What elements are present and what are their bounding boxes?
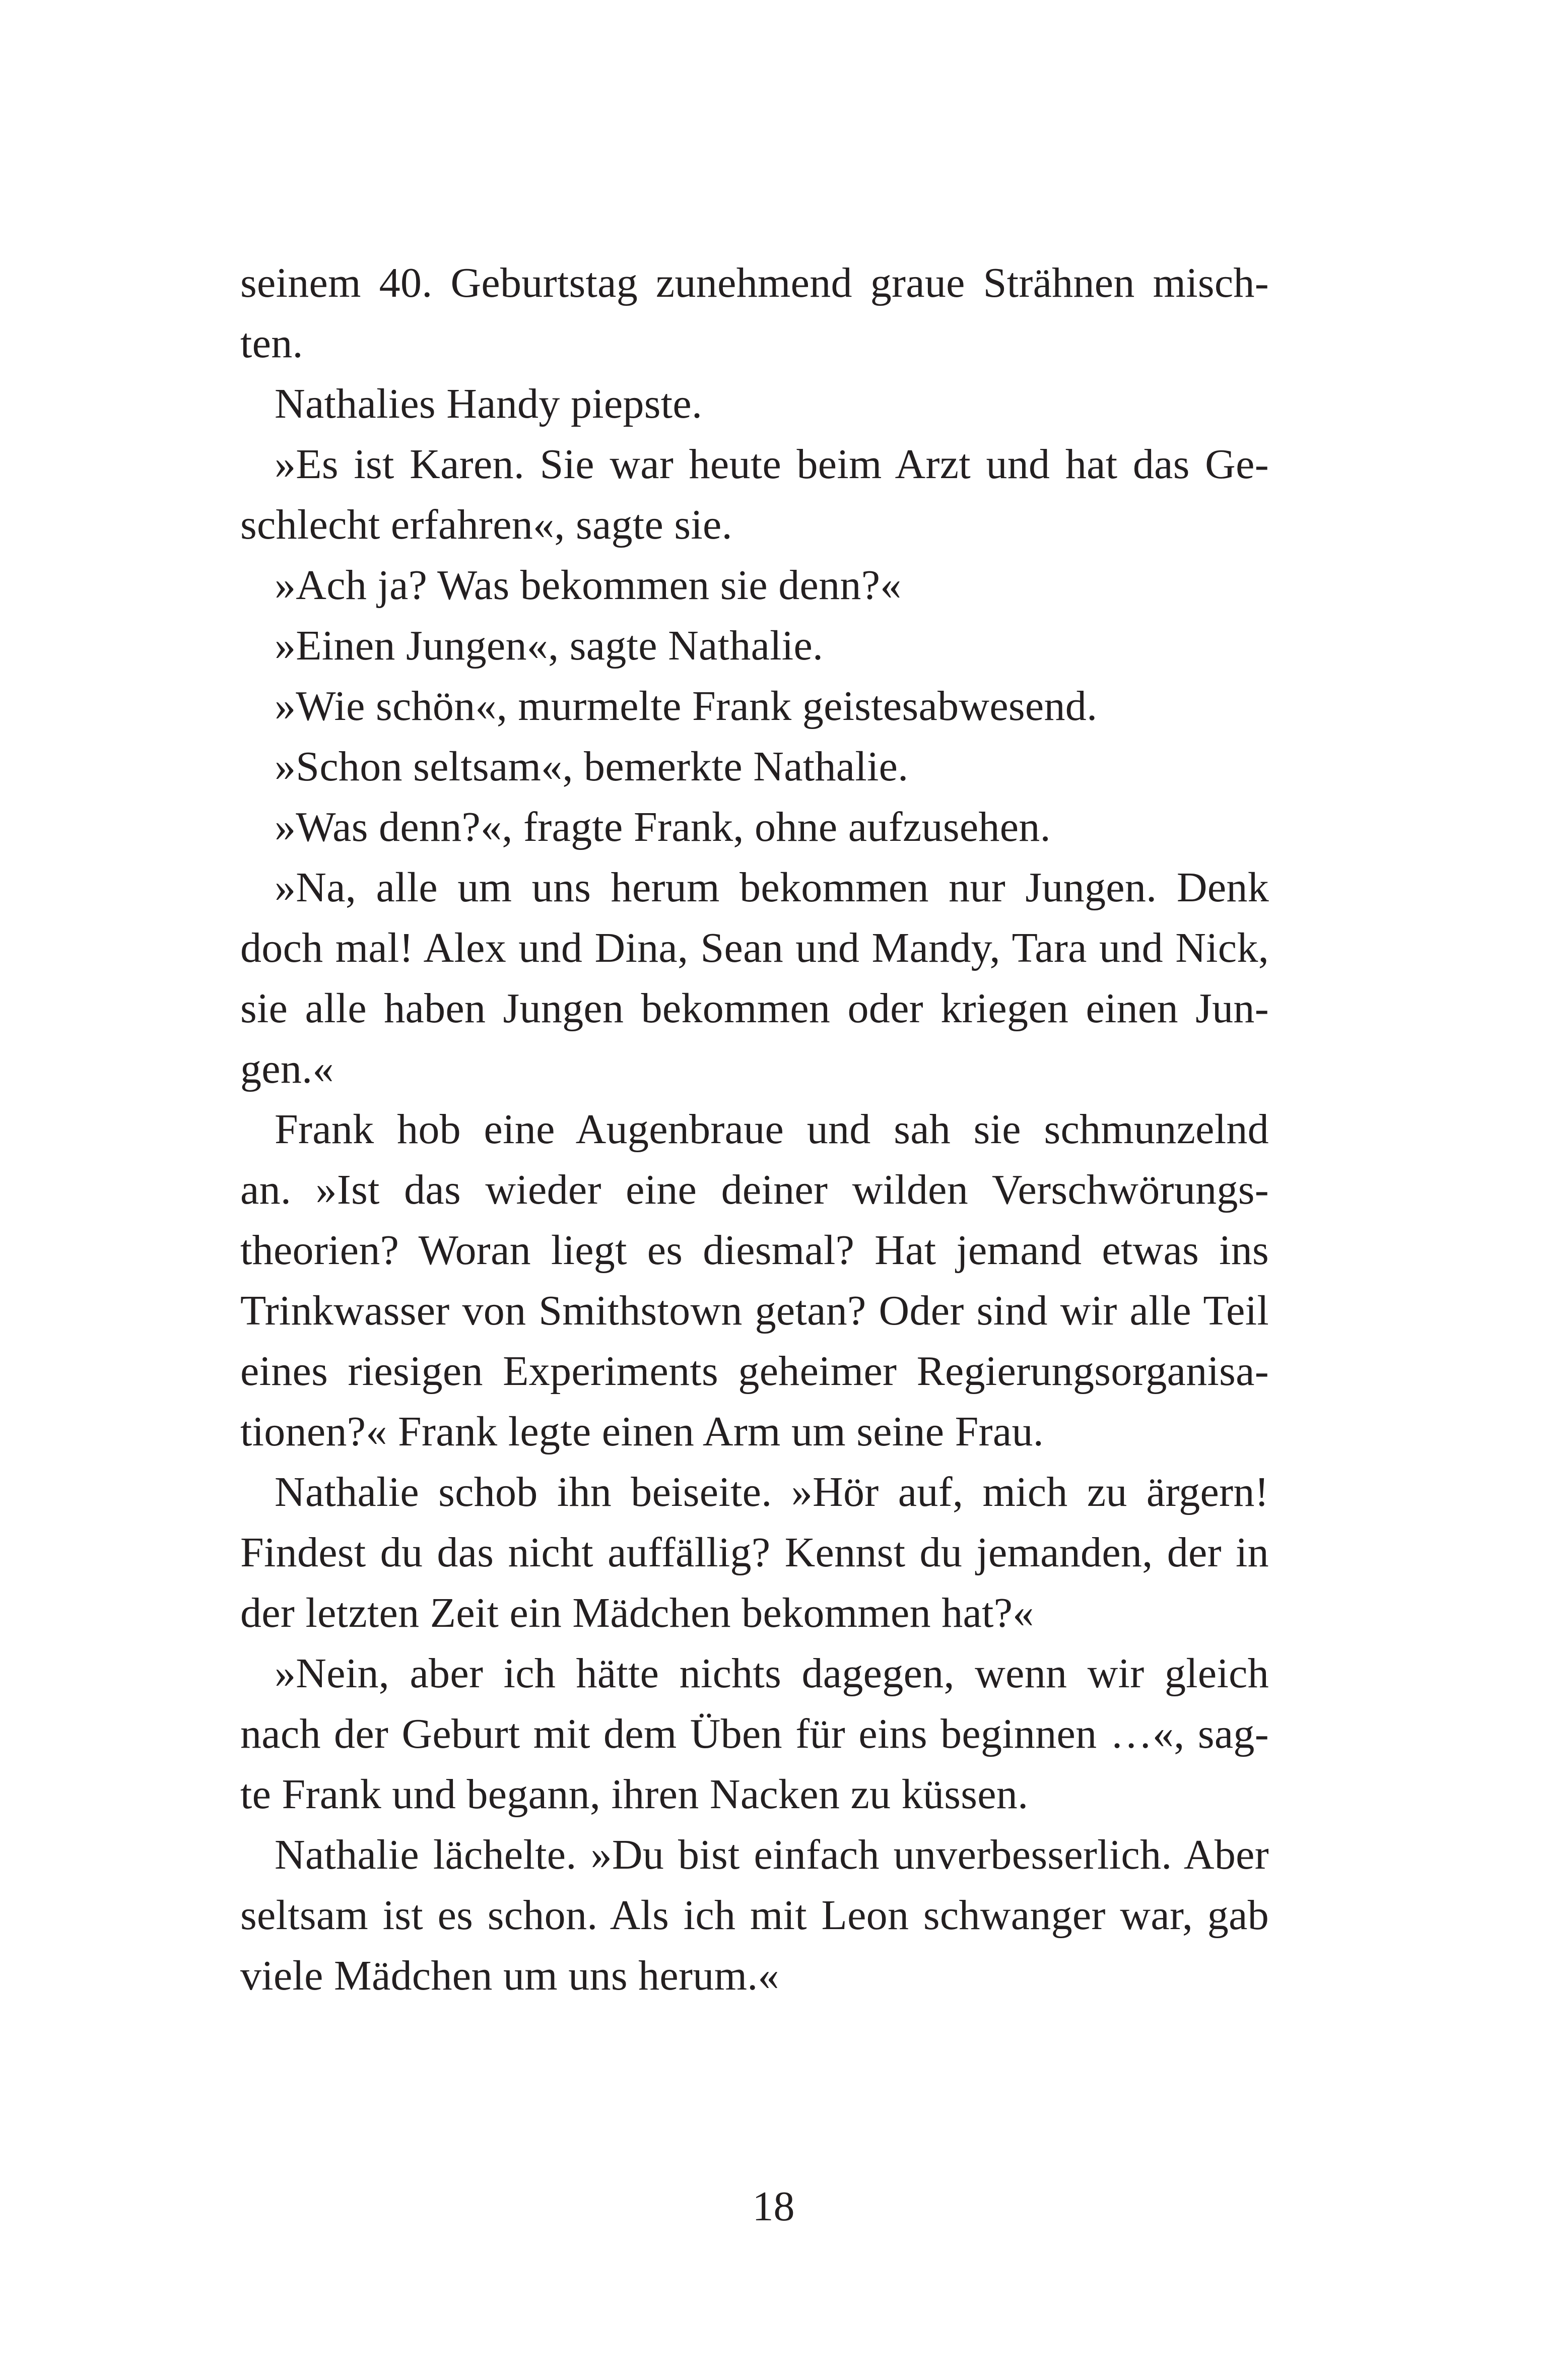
page-number: 18: [752, 2183, 795, 2230]
text-line: »Es ist Karen. Sie war heute beim Arzt und hat das Ge-: [275, 441, 1269, 488]
text-line: Frank hob eine Augenbraue und sah sie schmunzelnd: [275, 1106, 1269, 1153]
text-line: »Ach ja? Was bekommen sie denn?«: [275, 562, 902, 609]
text-line: »Was denn?«, fragte Frank, ohne aufzusehen.: [275, 804, 1051, 850]
text-line: doch mal! Alex und Dina, Sean und Mandy, Tara und Nick,: [240, 924, 1269, 971]
text-line: te Frank und begann, ihren Nacken zu küssen.: [240, 1771, 1029, 1818]
text-line: »Nein, aber ich hätte nichts dagegen, wenn wir gleich: [275, 1650, 1269, 1697]
text-line: tionen?« Frank legte einen Arm um seine Frau.: [240, 1408, 1044, 1455]
text-line: theorien? Woran liegt es diesmal? Hat jemand etwas ins: [240, 1227, 1269, 1274]
text-line: seinem 40. Geburtstag zunehmend graue Strähnen misch-: [240, 259, 1269, 306]
text-line: »Schon seltsam«, bemerkte Nathalie.: [275, 743, 909, 790]
text-line: nach der Geburt mit dem Üben für eins beginnen …«, sag-: [240, 1710, 1269, 1757]
text-line: eines riesigen Experiments geheimer Regierungsorganisa-: [240, 1348, 1269, 1395]
text-line: an. »Ist das wieder eine deiner wilden Verschwörungs-: [240, 1166, 1269, 1213]
text-line: der letzten Zeit ein Mädchen bekommen hat?«: [240, 1590, 1034, 1636]
body-text: [240, 253, 1269, 2006]
text-line: Nathalie lächelte. »Du bist einfach unverbesserlich. Aber: [275, 1831, 1269, 1878]
text-line: gen.«: [240, 1045, 334, 1092]
text-line: Nathalie schob ihn beiseite. »Hör auf, mich zu ärgern!: [275, 1469, 1269, 1515]
text-line: schlecht erfahren«, sagte sie.: [240, 501, 732, 548]
text-line: »Wie schön«, murmelte Frank geistesabwesend.: [275, 683, 1098, 730]
text-line: »Einen Jungen«, sagte Nathalie.: [275, 622, 824, 669]
text-line: Nathalies Handy piepste.: [275, 380, 703, 427]
text-line: »Na, alle um uns herum bekommen nur Jungen. Denk: [275, 864, 1269, 911]
text-line: seltsam ist es schon. Als ich mit Leon schwanger war, gab: [240, 1892, 1269, 1939]
text-line: Trinkwasser von Smithstown getan? Oder sind wir alle Teil: [240, 1287, 1269, 1334]
text-line: Findest du das nicht auffällig? Kennst du jemanden, der in: [240, 1529, 1269, 1576]
text-line: viele Mädchen um uns herum.«: [240, 1952, 779, 1999]
text-line: ten.: [240, 320, 303, 367]
text-line: sie alle haben Jungen bekommen oder kriegen einen Jun-: [240, 985, 1269, 1032]
